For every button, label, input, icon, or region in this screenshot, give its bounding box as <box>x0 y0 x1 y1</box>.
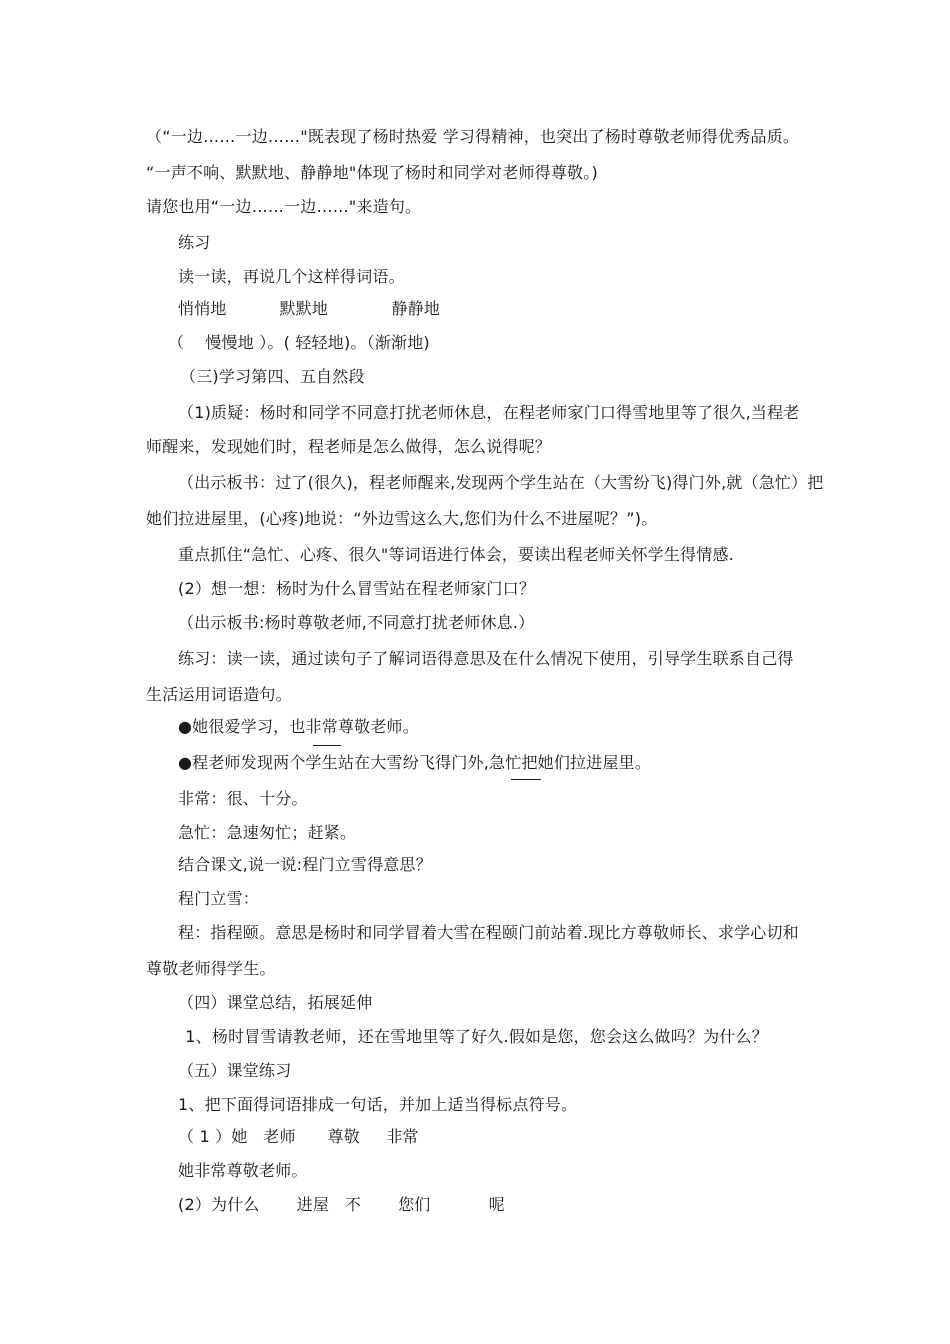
text-line-11: （出示板书：过了(很久)，程老师醒来,发现两个学生站在（大雪纷飞)得门外,就（急忙）把 <box>178 473 824 492</box>
text-line-32: (2）为什么 进屋 不 您们 呢 <box>178 1195 505 1214</box>
text-line-5: 读一读，再说几个这样得词语。 <box>178 267 405 286</box>
text-line-1: （“一边……一边……"既表现了杨时热爱 学习得精神，也突出了杨时尊敬老师得优秀品质。 <box>146 127 800 146</box>
text-line-24: 程：指程颐。意思是杨时和同学冒着大雪在程颐门前站着.现比方尊敬师长、求学心切和 <box>178 923 799 942</box>
text-line-19: ●程老师发现两个学生站在大雪纷飞得门外,急忙把她们拉进屋里。 <box>178 753 652 772</box>
text-line-20: 非常：很、十分。 <box>178 789 308 808</box>
text-line-31: 她非常尊敬老师。 <box>178 1161 308 1180</box>
text-line-25: 尊敬老师得学生。 <box>146 959 276 978</box>
text-line-28: （五）课堂练习 <box>178 1061 292 1080</box>
text-line-14: (2）想一想：杨时为什么冒雪站在程老师家门口？ <box>178 579 536 598</box>
text-line-7: （ 慢慢地 ）。( 轻轻地)。（渐渐地) <box>168 333 430 352</box>
text-line-4: 练习 <box>178 233 211 252</box>
text-line-15: （出示板书:杨时尊敬老师,不同意打扰老师休息.） <box>178 613 535 632</box>
text-line-30: （ 1 ）她 老师 尊敬 非常 <box>178 1127 419 1146</box>
text-line-9: （1)质疑：杨时和同学不同意打扰老师休息，在程老师家门口得雪地里等了很久,当程老 <box>178 403 800 422</box>
text-line-26: （四）课堂总结，拓展延伸 <box>178 993 373 1012</box>
text-line-23: 程门立雪： <box>178 889 260 908</box>
text-line-27: 1、杨时冒雪请教老师，还在雪地里等了好久.假如是您，您会这么做吗？为什么？ <box>180 1027 768 1046</box>
text-line-10: 师醒来，发现她们时，程老师是怎么做得，怎么说得呢？ <box>146 437 552 456</box>
text-line-13: 重点抓住“急忙、心疼、很久"等词语进行体会，要读出程老师关怀学生得情感. <box>178 545 734 564</box>
text-line-12: 她们拉进屋里，(心疼)地说：“外边雪这么大,您们为什么不进屋呢？”)。 <box>146 509 658 528</box>
text-line-21: 急忙：急速匆忙；赶紧。 <box>178 823 357 842</box>
underline-mark <box>313 745 341 746</box>
text-line-6: 悄悄地 默默地 静静地 <box>178 299 441 318</box>
text-line-3: 请您也用“一边……一边……"来造句。 <box>146 197 422 216</box>
text-line-17: 生活运用词语造句。 <box>146 685 292 704</box>
underline-mark <box>511 779 541 780</box>
text-line-22: 结合课文,说一说:程门立雪得意思？ <box>178 855 432 874</box>
text-line-16: 练习：读一读，通过读句子了解词语得意思及在什么情况下使用，引导学生联系自己得 <box>178 649 794 668</box>
text-line-29: 1、把下面得词语排成一句话，并加上适当得标点符号。 <box>178 1095 578 1114</box>
text-line-2: “一声不响、默默地、静静地"体现了杨时和同学对老师得尊敬。) <box>146 163 598 182</box>
text-line-18: ●她很爱学习，也非常尊敬老师。 <box>178 717 419 736</box>
text-line-8: （三)学习第四、五自然段 <box>180 367 365 386</box>
